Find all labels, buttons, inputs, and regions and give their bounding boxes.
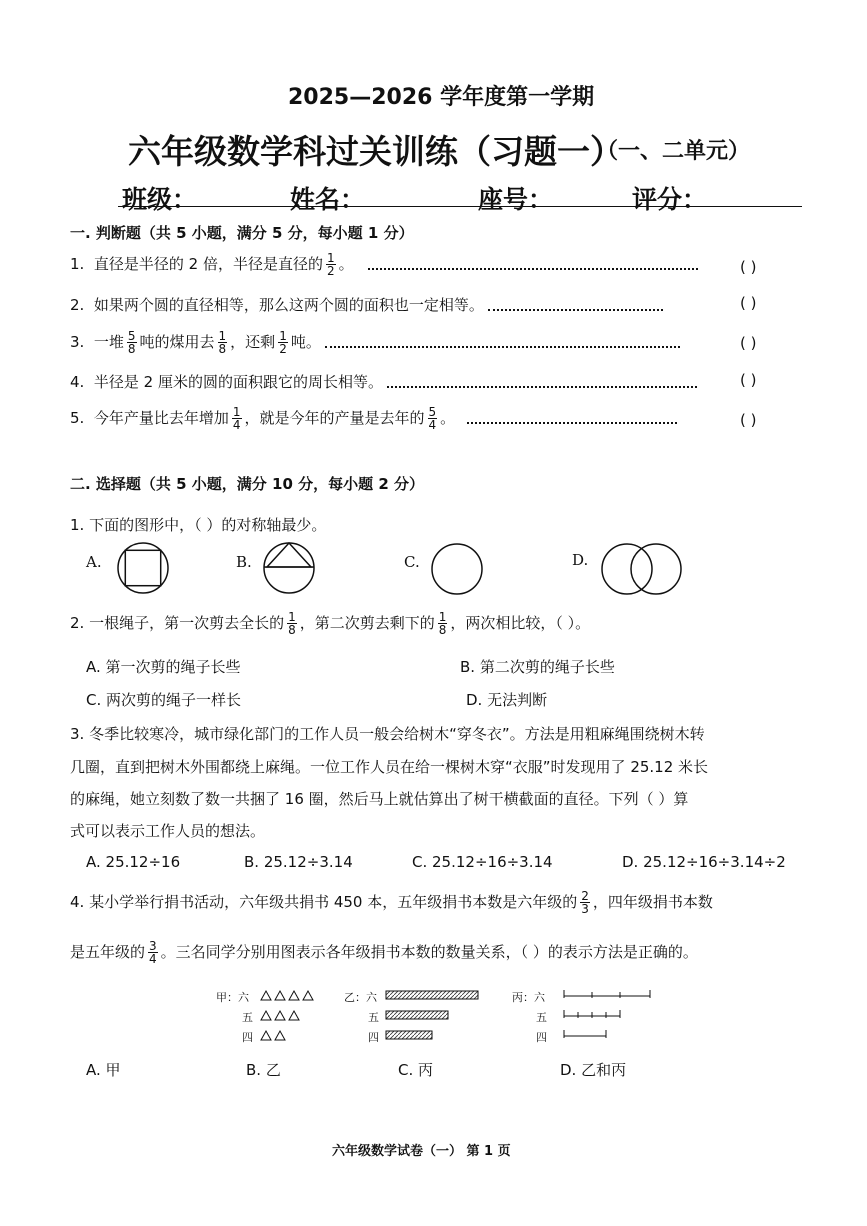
judge-q3: 3. 一堆 $\frac{5}{8}$ 吨的煤用去 $\frac{1}{8}$ ，还剩 $\frac{1}{2}$ 吨。	[70, 330, 680, 355]
q4-line-2: 是五年级的 $\frac{3}{4}$ 。三名同学分别用图表示各年级捐书本数的数量关系，（ ）的表示方法是正确的。	[70, 939, 698, 966]
q2-option-c: C. 两次剪的绳子一样长	[86, 691, 242, 709]
diagram-bing-label-4: 四	[536, 1031, 547, 1044]
q3-option-d: D. 25.12÷16÷3.14÷2	[622, 853, 786, 871]
q3-line-3: 的麻绳，她立刻数了数一共捆了 16 圈，然后马上就估算出了树干横截面的直径。下列（ ）算	[70, 790, 689, 808]
option-c-label: C.	[404, 553, 420, 571]
q4-option-c: C. 丙	[398, 1061, 434, 1079]
q4-option-a: A. 甲	[86, 1061, 121, 1079]
diagram-jia-label-4: 四	[242, 1031, 253, 1044]
choice-q2: 2. 一根绳子，第一次剪去全长的 $\frac{1}{8}$ ，第二次剪去剩下的 $\frac{1}{8}$ ，两次相比较，（ ）。	[70, 610, 591, 637]
q2-option-d: D. 无法判断	[466, 691, 548, 709]
page-title: 六年级数学科过关训练（习题一）	[128, 132, 623, 171]
section2-heading: 二. 选择题（共 5 小题，满分 10 分，每小题 2 分）	[70, 475, 425, 493]
judge-q2: 2. 如果两个圆的直径相等，那么这两个圆的面积也一定相等。	[70, 294, 663, 315]
diagram-bing-label-6: 丙：六	[512, 991, 545, 1004]
q3-line-1: 3. 冬季比较寒冷，城市绿化部门的工作人员一般会给树木“穿冬衣”。方法是用粗麻绳围绕树木转	[70, 725, 705, 743]
answer-blank-4[interactable]: ( )	[740, 371, 757, 389]
diagram-yi-label-5: 五	[368, 1011, 379, 1024]
q4-option-d: D. 乙和丙	[560, 1061, 627, 1079]
diagram-jia-triangles	[260, 990, 320, 1046]
field-name: 姓名：	[290, 185, 366, 214]
field-score: 评分：	[632, 185, 708, 214]
units-subtitle: （一、二单元）	[596, 139, 751, 164]
diagram-yi-label-6: 乙：六	[344, 991, 377, 1004]
shape-c-circle	[430, 542, 484, 596]
q4-option-b: B. 乙	[246, 1061, 281, 1079]
diagram-bing-label-5: 五	[536, 1011, 547, 1024]
q3-option-b: B. 25.12÷3.14	[244, 853, 353, 871]
answer-blank-3[interactable]: ( )	[740, 334, 757, 352]
q3-option-c: C. 25.12÷16÷3.14	[412, 853, 553, 871]
diagram-yi-label-4: 四	[368, 1031, 379, 1044]
page-footer: 六年级数学试卷（一） 第 1 页	[332, 1144, 511, 1159]
option-d-label: D.	[572, 551, 589, 569]
shape-b-triangle-in-circle	[262, 541, 316, 595]
answer-blank-5[interactable]: ( )	[740, 411, 757, 429]
field-class: 班级：	[122, 185, 198, 214]
diagram-jia-label-5: 五	[242, 1011, 253, 1024]
q2-option-b: B. 第二次剪的绳子长些	[460, 658, 615, 676]
diagram-jia-label-6: 甲：六	[216, 991, 249, 1004]
answer-blank-1[interactable]: ( )	[740, 258, 757, 276]
option-b-label: B.	[236, 553, 252, 571]
q3-option-a: A. 25.12÷16	[86, 853, 181, 871]
year-title: 2025—2026 学年度第一学期	[288, 85, 595, 110]
q3-line-4: 式可以表示工作人员的想法。	[70, 822, 266, 840]
q2-option-a: A. 第一次剪的绳子长些	[86, 658, 241, 676]
q4-line-1: 4. 某小学举行捐书活动，六年级共捐书 450 本，五年级捐书本数是六年级的 $\frac{2}{3}$ ，四年级捐书本数	[70, 889, 713, 916]
q3-line-2: 几圈，直到把树木外围都绕上麻绳。一位工作人员在给一棵树木穿“衣服”时发现用了 25.12 米长	[70, 758, 709, 776]
choice-q1: 1. 下面的图形中，（ ）的对称轴最少。	[70, 516, 327, 534]
judge-q5: 5. 今年产量比去年增加 $\frac{1}{4}$ ，就是今年的产量是去年的 $\frac{5}{4}$ 。	[70, 406, 677, 431]
diagram-yi-bars	[386, 991, 486, 1041]
header-underline	[118, 206, 802, 207]
field-seat: 座号：	[478, 185, 554, 214]
option-a-label: A.	[86, 553, 102, 571]
shape-a-square-in-circle	[116, 541, 170, 595]
shape-d-two-circles	[600, 542, 684, 596]
section1-heading: 一. 判断题（共 5 小题，满分 5 分，每小题 1 分）	[70, 224, 414, 242]
judge-q1: 1. 直径是半径的 2 倍，半径是直径的 $\frac{1}{2}$ 。	[70, 252, 698, 277]
diagram-bing-segments	[562, 990, 662, 1040]
answer-blank-2[interactable]: ( )	[740, 294, 757, 312]
judge-q4: 4. 半径是 2 厘米的圆的面积跟它的周长相等。	[70, 371, 697, 392]
